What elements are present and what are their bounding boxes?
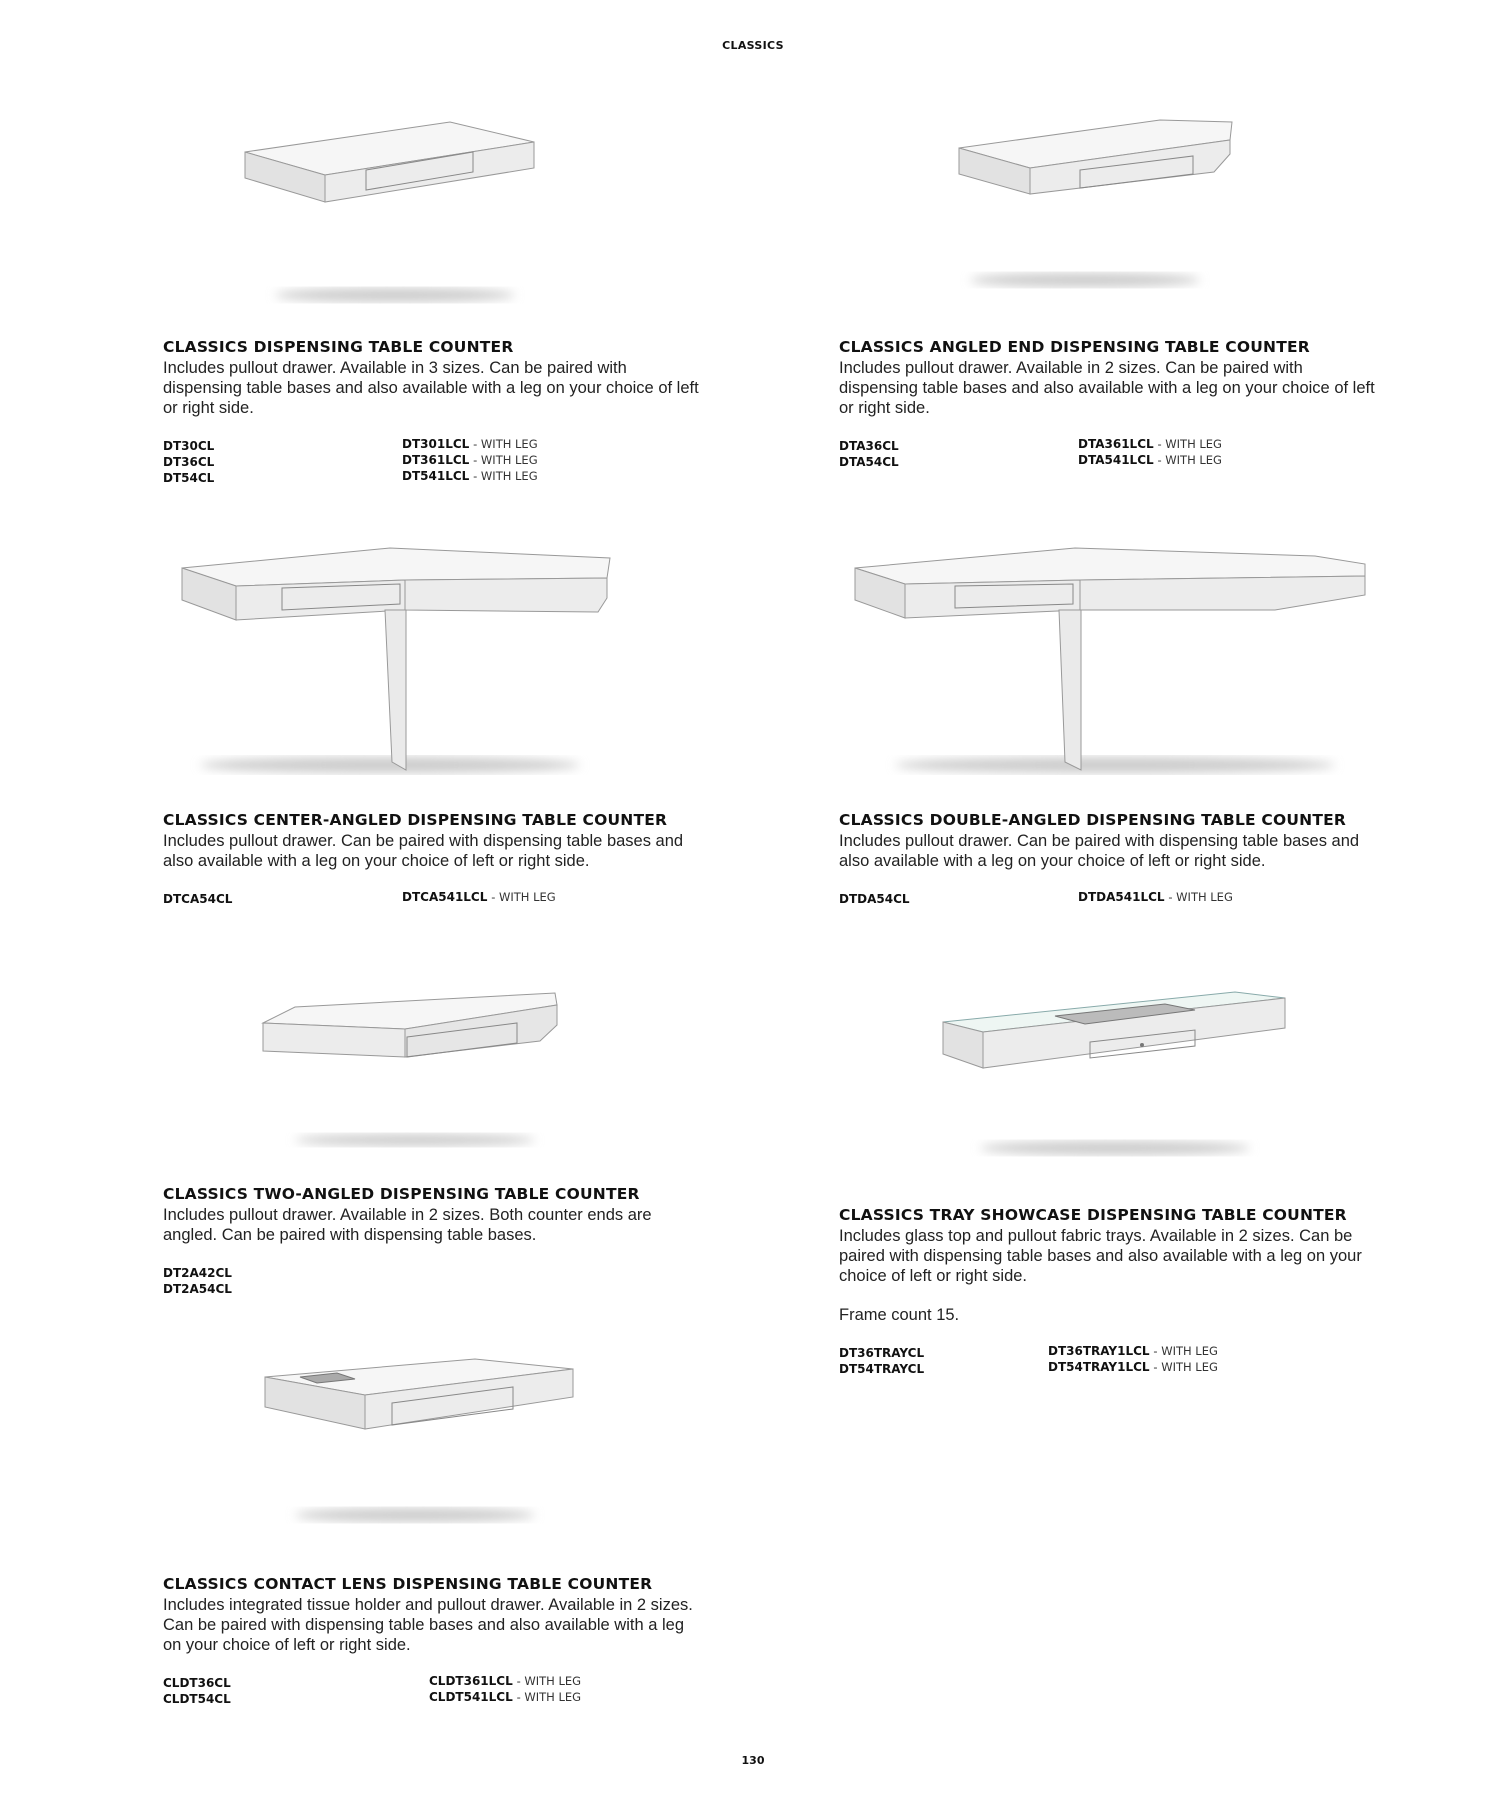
- leg-code: DTCA541LCL: [402, 890, 488, 904]
- product-tray-showcase-counter: [839, 1206, 1379, 1377]
- product-description: Includes glass top and pullout fabric trays. Available in 2 sizes. Can be paired with dispensing table bases and also available with a leg on your choice of left or right side.: [839, 1227, 1362, 1285]
- product-title: CLASSICS DISPENSING TABLE COUNTER: [163, 338, 514, 356]
- product-code: DT36CL: [163, 455, 215, 469]
- product-code: DT54CL: [163, 471, 215, 485]
- product-description: Includes pullout drawer. Can be paired with dispensing table bases and also available with a leg on your choice of left or right side.: [839, 832, 1360, 870]
- leg-suffix: - WITH LEG: [516, 1690, 582, 1704]
- product-code: DTA36CL: [839, 439, 899, 453]
- leg-suffix: - WITH LEG: [473, 437, 538, 451]
- product-title: CLASSICS TWO-ANGLED DISPENSING TABLE COUNTER: [163, 1185, 640, 1203]
- product-double-angled-counter: [839, 811, 1379, 911]
- product-image-tray-showcase-counter: [935, 980, 1295, 1180]
- leg-suffix: - WITH LEG: [473, 453, 538, 467]
- product-code: DT2A42CL: [163, 1266, 232, 1280]
- product-description: Includes pullout drawer. Available in 2 sizes. Both counter ends are angled. Can be paired with dispensing table bases.: [163, 1206, 652, 1244]
- page-number: 130: [741, 1754, 765, 1767]
- product-description: Includes integrated tissue holder and pullout drawer. Available in 2 sizes. Can be paired with dispensing table bases and also available with a leg on your choice of left or right side.: [163, 1596, 693, 1654]
- product-code: DT30CL: [163, 439, 215, 453]
- product-title: CLASSICS CONTACT LENS DISPENSING TABLE COUNTER: [163, 1575, 653, 1593]
- product-code: CLDT54CL: [163, 1692, 231, 1706]
- product-code: DTCA54CL: [163, 892, 233, 906]
- leg-code: DT361LCL: [402, 453, 470, 467]
- product-image-angled-end-counter: [945, 110, 1245, 310]
- leg-suffix: - WITH LEG: [1153, 1360, 1218, 1374]
- leg-code: DT54TRAY1LCL: [1048, 1360, 1150, 1374]
- leg-suffix: - WITH LEG: [1157, 453, 1222, 467]
- leg-code: DTA541LCL: [1078, 453, 1154, 467]
- product-description: Includes pullout drawer. Available in 2 sizes. Can be paired with dispensing table bases and also available with a leg on your choice of left or right side.: [839, 359, 1375, 417]
- product-angled-end-counter: [839, 338, 1379, 470]
- leg-suffix: - WITH LEG: [1153, 1344, 1218, 1358]
- leg-code: DTA361LCL: [1078, 437, 1154, 451]
- product-code: DT36TRAYCL: [839, 1346, 925, 1360]
- leg-code: CLDT361LCL: [429, 1674, 513, 1688]
- leg-code: DT36TRAY1LCL: [1048, 1344, 1150, 1358]
- product-description: Includes pullout drawer. Available in 3 sizes. Can be paired with dispensing table bases and also available with a leg on your choice of left or right side.: [163, 359, 699, 417]
- leg-suffix: - WITH LEG: [491, 890, 556, 904]
- product-image-contact-lens-counter: [255, 1355, 585, 1545]
- product-note: Frame count 15.: [839, 1306, 960, 1324]
- product-image-double-angled-counter: [845, 540, 1375, 790]
- leg-code: DT301LCL: [402, 437, 470, 451]
- product-title: CLASSICS DOUBLE-ANGLED DISPENSING TABLE COUNTER: [839, 811, 1347, 829]
- product-code: CLDT36CL: [163, 1676, 231, 1690]
- leg-code: CLDT541LCL: [429, 1690, 513, 1704]
- leg-code: DT541LCL: [402, 469, 470, 483]
- product-title: CLASSICS TRAY SHOWCASE DISPENSING TABLE COUNTER: [839, 1206, 1347, 1224]
- product-image-center-angled-counter: [170, 540, 620, 790]
- product-title: CLASSICS ANGLED END DISPENSING TABLE COUNTER: [839, 338, 1310, 356]
- product-title: CLASSICS CENTER-ANGLED DISPENSING TABLE COUNTER: [163, 811, 668, 829]
- product-image-two-angled-counter: [255, 985, 575, 1165]
- leg-suffix: - WITH LEG: [1157, 437, 1222, 451]
- product-contact-lens-counter: [163, 1575, 703, 1707]
- leg-suffix: - WITH LEG: [473, 469, 538, 483]
- product-code: DTA54CL: [839, 455, 899, 469]
- product-dispensing-counter: [163, 338, 703, 486]
- leg-code: DTDA541LCL: [1078, 890, 1165, 904]
- product-code: DTDA54CL: [839, 892, 910, 906]
- section-header: CLASSICS: [722, 39, 784, 52]
- leg-suffix: - WITH LEG: [1168, 890, 1233, 904]
- product-two-angled-counter: [163, 1185, 703, 1297]
- product-code: DT2A54CL: [163, 1282, 232, 1296]
- product-description: Includes pullout drawer. Can be paired with dispensing table bases and also available with a leg on your choice of left or right side.: [163, 832, 684, 870]
- leg-suffix: - WITH LEG: [516, 1674, 582, 1688]
- product-code: DT54TRAYCL: [839, 1362, 925, 1376]
- product-image-dispensing-counter: [230, 110, 560, 320]
- product-center-angled-counter: [163, 811, 703, 911]
